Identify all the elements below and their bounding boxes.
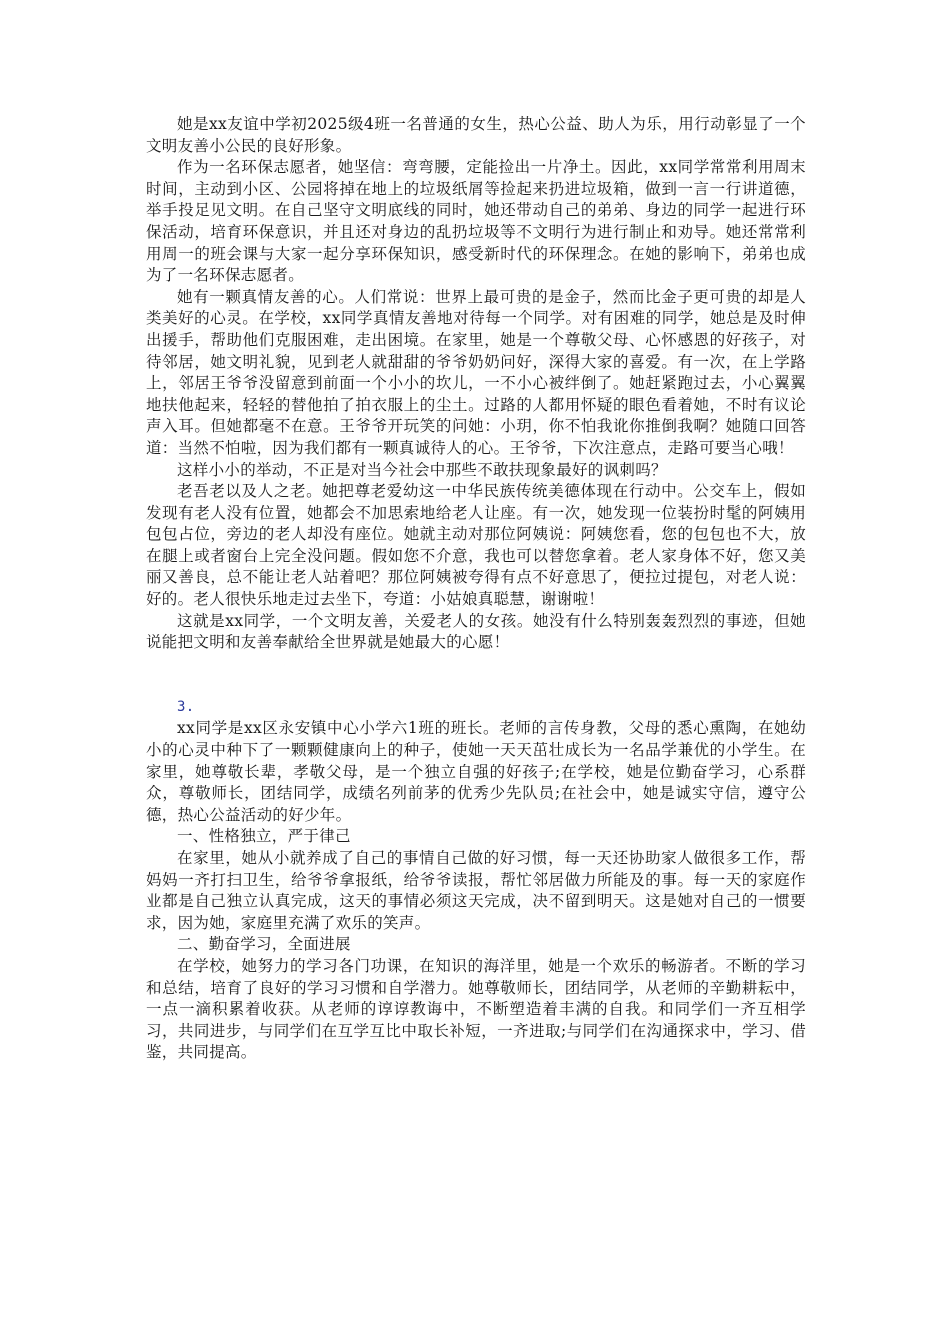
section-number: 3. (177, 698, 195, 715)
paragraph-summary: 这就是xx同学，一个文明友善，关爱老人的女孩。她没有什么特别轰轰烈烈的事迹，但她说能把文明和友善奉献给全世界就是她最大的心愿！ (146, 611, 806, 652)
document-page (146, 114, 806, 1064)
heading-independence: 一、性格独立，严于律己 (177, 827, 351, 846)
heading-study: 二、勤奋学习，全面进展 (177, 935, 351, 954)
paragraph-study: 在学校，她努力的学习各门功课，在知识的海洋里，她是一个欢乐的畅游者。不断的学习和总结，培育了良好的学习习惯和自学潜力。她尊敬师长，团结同学，从老师的辛勤耕耘中，一点一滴积累着收获。从老师的谆谆教诲中，不断塑造着丰满的自我。和同学们一齐互相学习，共同进步，与同学们在互学互比中取长补短，一齐进取;与同学们在沟通探求中，学习、借鉴，共同提高。 (146, 956, 806, 1062)
paragraph-environment: 作为一名环保志愿者，她坚信：弯弯腰，定能捡出一片净土。因此，xx同学常常利用周末时间，主动到小区、公园将掉在地上的垃圾纸屑等捡起来扔进垃圾箱，做到一言一行讲道德，举手投足见文明。在自己坚守文明底线的同时，她还带动自己的弟弟、身边的同学一起进行环保活动，培育环保意识，并且还对身边的乱扔垃圾等不文明行为进行制止和劝导。她还常常利用周一的班会课与大家一起分享环保知识，感受新时代的环保理念。在她的影响下，弟弟也成为了一名环保志愿者。 (146, 158, 806, 285)
paragraph-section3-intro: xx同学是xx区永安镇中心小学六1班的班长。老师的言传身教，父母的悉心熏陶，在她幼小的心灵中种下了一颗颗健康向上的种子，使她一天天茁壮成长为一名品学兼优的小学生。在家里，她尊敬长辈，孝敬父母，是一个独立自强的好孩子;在学校，她是位勤奋学习，心系群众，尊敬师长，团结同学，成绩名列前茅的优秀少先队员;在社会中，她是诚实守信，遵守公德，热心公益活动的好少年。 (146, 719, 806, 824)
paragraph-independence: 在家里，她从小就养成了自己的事情自己做的好习惯，每一天还协助家人做很多工作，帮妈妈一齐打扫卫生，给爷爷拿报纸，给爷爷读报，帮忙邻居做力所能及的事。每一天的家庭作业都是自己独立认真完成，这天的事情必须这天完成，决不留到明天。这是她对自己的一惯要求，因为她，家庭里充满了欢乐的笑声。 (146, 849, 806, 932)
paragraph-kindness: 她有一颗真情友善的心。人们常说：世界上最可贵的是金子，然而比金子更可贵的却是人类美好的心灵。在学校，xx同学真情友善地对待每一个同学。对有困难的同学，她总是及时伸出援手，帮助他们克服困难，走出困境。在家里，她是一个尊敬父母、心怀感恩的好孩子，对待邻居，她文明礼貌，见到老人就甜甜的爷爷奶奶问好，深得大家的喜爱。有一次，在上学路上，邻居王爷爷没留意到前面一个小小的坎儿，一不小心被绊倒了。她赶紧跑过去，小心翼翼地扶他起来，轻轻的替他拍了拍衣服上的尘土。过路的人都用怀疑的眼色看着她，不时有议论声入耳。但她都毫不在意。王爷爷开玩笑的问她：小玥，你不怕我讹你推倒我啊？她随口回答道：当然不怕啦，因为我们都有一颗真诚待人的心。王爷爷，下次注意点，走路可要当心哦！ (146, 287, 806, 457)
section-gap (146, 654, 806, 697)
paragraph-intro: 她是xx友谊中学初2025级4班一名普通的女生，热心公益、助人为乐，用行动彰显了一个文明友善小公民的良好形象。 (146, 115, 806, 155)
paragraph-question: 这样小小的举动，不正是对当今社会中那些不敢扶现象最好的讽刺吗？ (177, 460, 667, 479)
paragraph-elders: 老吾老以及人之老。她把尊老爱幼这一中华民族传统美德体现在行动中。公交车上，假如发现有老人没有位置，她都会不加思索地给老人让座。有一次，她发现一位装扮时髦的阿姨用包包占位，旁边的老人却没有座位。她就主动对那位阿姨说：阿姨您看，您的包包也不大，放在腿上或者窗台上完全没问题。假如您不介意，我也可以替您拿着。老人家身体不好，您又美丽又善良，总不能让老人站着吧？那位阿姨被夸得有点不好意思了，便拉过提包，对老人说：好的。老人很快乐地走过去坐下，夸道：小姑娘真聪慧，谢谢啦！ (146, 482, 806, 609)
